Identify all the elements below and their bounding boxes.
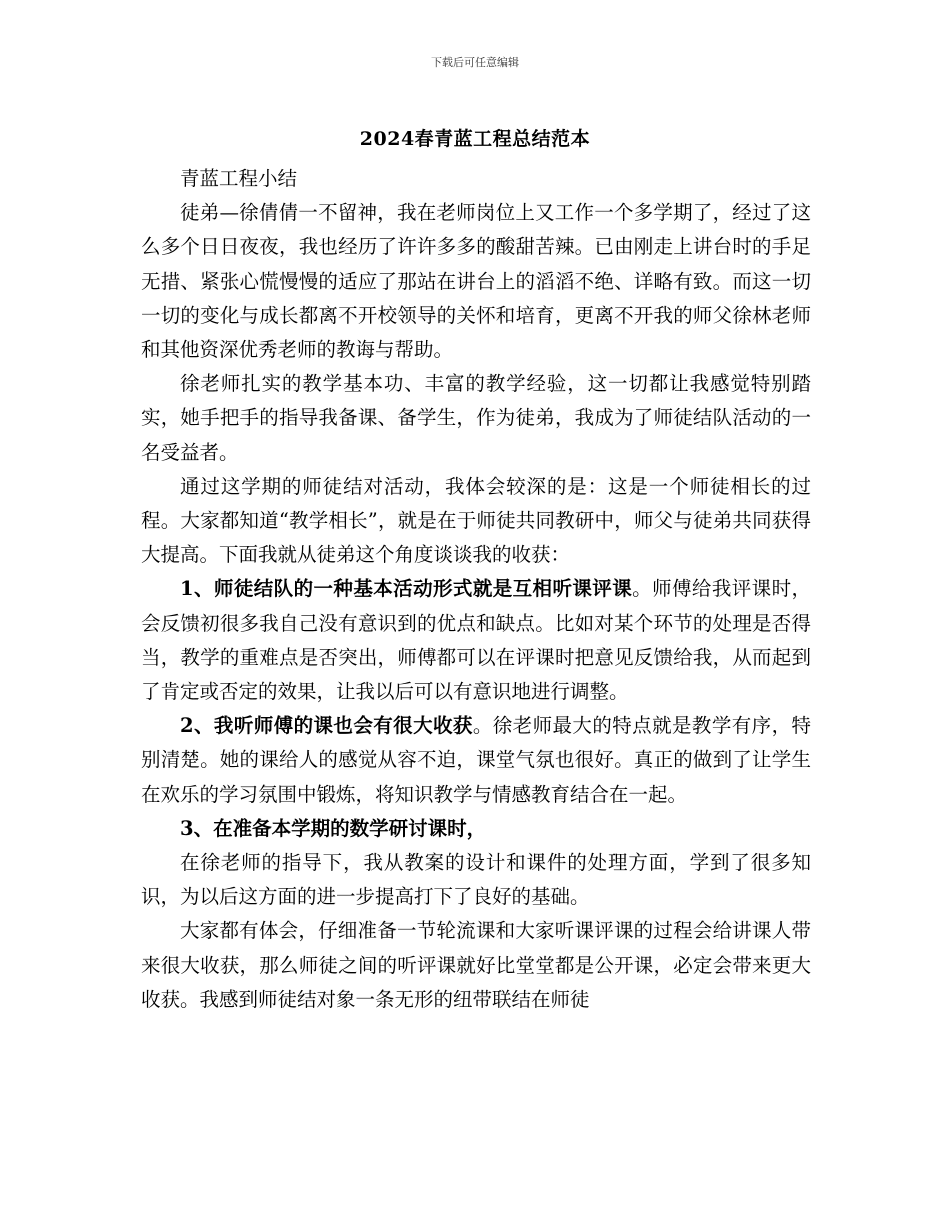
paragraph-8 [141,914,811,1017]
paragraph-text: 徒弟—徐倩倩一不留神，我在老师岗位上又工作一个多学期了，经过了这么多个日日夜夜，我也经历了许许多多的酸甜苦辣。已由刚走上讲台时的手足无措、紧张心慌慢慢的适应了那站在讲台上的滔滔不绝、详略有致。而这一切一切的变化与成长都离不开校领导的关怀和培育，更离不开我的师父徐林老师和其他资深优秀老师的教诲与帮助。 [141,201,811,362]
paragraph-lead: 1、师徒结队的一种基本活动形式就是互相听课评课 [180,577,633,601]
paragraph-2 [141,367,811,470]
paragraph-3 [141,470,811,573]
paragraph-text: 大家都有体会，仔细准备一节轮流课和大家听课评课的过程会给讲课人带来很大收获，那么师徒之间的听评课就好比堂堂都是公开课，必定会带来更大收获。我感到师徒结对象一条无形的纽带联结在师徒 [141,919,811,1011]
paragraph-1 [141,196,811,367]
document-subtitle: 青蓝工程小结 [180,167,298,190]
document-body [141,162,811,1017]
header-note: 下载后可任意编辑 [431,56,519,69]
paragraph-text: 在徐老师的指导下，我从教案的设计和课件的处理方面，学到了很多知识，为以后这方面的进一步提高打下了良好的基础。 [141,851,811,909]
paragraph-7 [141,846,811,914]
paragraph-6 [141,812,811,846]
paragraph-4 [141,572,811,709]
document-title: 2024春青蓝工程总结范本 [359,128,591,150]
paragraph-lead: 3、在准备本学期的数学研讨课时， [180,816,487,840]
paragraph-text: 通过这学期的师徒结对活动，我体会较深的是：这是一个师徒相长的过程。大家都知道“教学相长”，就是在于师徒共同教研中，师父与徒弟共同获得大提高。下面我就从徒弟这个角度谈谈我的收获： [141,474,811,567]
paragraph-text: 徐老师扎实的教学基本功、丰富的教学经验，这一切都让我感觉特别踏实，她手把手的指导我备课、备学生，作为徒弟，我成为了师徒结队活动的一名受益者。 [141,372,811,464]
paragraph-text: 。师傅给我评课时，会反馈初很多我自己没有意识到的优点和缺点。比如对某个环节的处理是否得当，教学的重难点是否突出，师傅都可以在评课时把意见反馈给我，从而起到了肯定或否定的效果，让我以后可以有意识地进行调整。 [141,577,811,704]
paragraph-text: 。徐老师最大的特点就是教学有序，特别清楚。她的课给人的感觉从容不迫，课堂气氛也很好。真正的做到了让学生在欢乐的学习氛围中锻炼，将知识教学与情感教育结合在一起。 [141,714,811,806]
paragraph-5 [141,709,811,812]
paragraph-lead: 2、我听师傅的课也会有很大收获 [180,714,473,738]
